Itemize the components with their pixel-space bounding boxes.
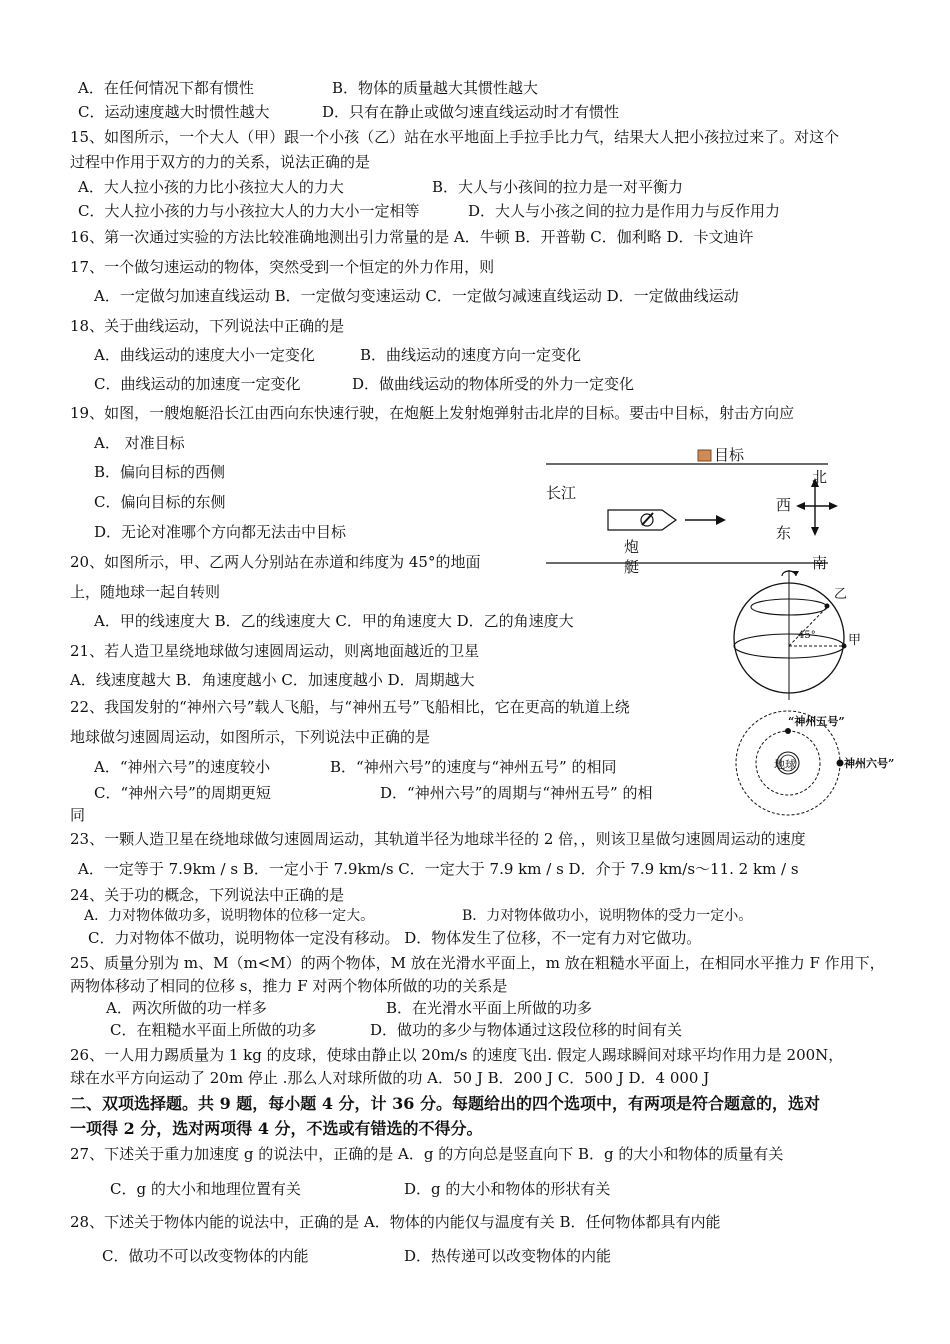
q22-stem-line2: 地球做匀速圆周运动，如图所示，下列说法中正确的是 — [70, 728, 431, 746]
q25-option-b: B．在光滑水平面上所做的功多 — [386, 999, 593, 1017]
q16-line: 16、第一次通过实验的方法比较准确地测出引力常量的是 A．牛顿 B．开普勒 C．伽利略 D．卡文迪许 — [70, 228, 754, 246]
q19-option-d: D．无论对准哪个方向都无法击中目标 — [94, 523, 347, 541]
q17-stem: 17、一个做匀速运动的物体，突然受到一个恒定的外力作用，则 — [70, 258, 495, 276]
q25-option-a: A．两次所做的功一样多 — [106, 999, 267, 1017]
label-jia: 甲 — [848, 633, 862, 648]
label-yi: 乙 — [834, 587, 848, 602]
label-angle: 45° — [798, 630, 816, 641]
q22-option-d: D．“神州六号”的周期与“神州五号” 的相 — [380, 784, 653, 802]
compass-south: 南 — [812, 554, 828, 572]
shenzhou5-dot — [785, 728, 791, 734]
q15-stem-line2: 过程中作用于双方的力的关系，说法正确的是 — [70, 153, 371, 171]
q19-option-c: C．偏向目标的东侧 — [94, 493, 226, 511]
q15-option-a: A．大人拉小孩的力比小孩拉大人的力大 — [78, 178, 344, 196]
q22-orbit-figure — [728, 708, 903, 820]
q18-option-c: C．曲线运动的加速度一定变化 — [94, 375, 301, 393]
q25-stem-line1: 25、质量分别为 m、M（m<M）的两个物体，M 放在光滑水平面上，m 放在粗糙水平面上，在相同水平推力 F 作用下， — [70, 954, 885, 972]
q20-options: A．甲的线速度大 B．乙的线速度大 C．甲的角速度大 D．乙的角速度大 — [94, 612, 574, 630]
river-label: 长江 — [546, 484, 577, 502]
q22-stem-line1: 22、我国发射的“神州六号”载人飞船，与“神州五号”飞船相比，它在更高的轨道上绕 — [70, 698, 630, 716]
person-jia — [842, 644, 847, 649]
earth-label: 地球 — [774, 758, 796, 771]
q27-option-c: C．g 的大小和地理位置有关 — [110, 1180, 301, 1198]
q25-stem-line2: 两物体移动了相同的位移 s，推力 F 对两个物体所做的功的关系是 — [70, 977, 508, 995]
compass-north: 北 — [812, 468, 828, 486]
q17-options: A．一定做匀加速直线运动 B．一定做匀变速运动 C．一定做匀减速直线运动 D．一定做曲线运动 — [94, 287, 739, 305]
shenzhou6-label: 神州六号” — [844, 757, 895, 770]
target-marker — [698, 450, 711, 461]
q22-option-b: B．“神州六号”的速度与“神州五号” 的相同 — [330, 758, 617, 776]
compass-south-head — [811, 527, 819, 536]
q14-option-b: B．物体的质量越大其惯性越大 — [332, 79, 539, 97]
q19-river-figure — [540, 440, 840, 580]
shenzhou5-label: “神州五号” — [788, 715, 845, 728]
q25-option-d: D．做功的多少与物体通过这段位移的时间有关 — [370, 1021, 683, 1039]
q19-option-b: B．偏向目标的西侧 — [94, 463, 226, 481]
section2-heading-line2: 一项得 2 分，选对两项得 4 分，不选或有错选的不得分。 — [70, 1119, 483, 1138]
q24-option-b: B．力对物体做功小，说明物体的受力一定小。 — [462, 908, 753, 924]
q24-option-a: A．力对物体做功多，说明物体的位移一定大。 — [84, 908, 375, 924]
q28-stem: 28、下述关于物体内能的说法中，正确的是 A．物体的内能仅与温度有关 B．任何物体都具有内能 — [70, 1213, 721, 1231]
compass-east-head — [829, 502, 838, 510]
q15-option-c: C．大人拉小孩的力与小孩拉大人的力大小一定相等 — [78, 202, 420, 220]
q14-option-a: A．在任何情况下都有惯性 — [78, 79, 254, 97]
q22-option-c: C．“神州六号”的周期更短 — [94, 784, 271, 802]
q19-stem: 19、如图，一艘炮艇沿长江由西向东快速行驶，在炮艇上发射炮弹射击北岸的目标。要击中目标，射击方向应 — [70, 404, 795, 422]
q27-option-d: D．g 的大小和物体的形状有关 — [404, 1180, 611, 1198]
q28-option-c: C．做功不可以改变物体的内能 — [102, 1247, 309, 1265]
q28-option-d: D．热传递可以改变物体的内能 — [404, 1247, 612, 1265]
q14-option-d: D．只有在静止或做匀速直线运动时才有惯性 — [322, 103, 620, 121]
q19-option-a: A． 对准目标 — [94, 434, 185, 452]
target-label: 目标 — [714, 446, 745, 464]
person-yi — [825, 604, 830, 609]
boat-label-1: 炮 — [624, 538, 640, 556]
rotation-arrow-head — [792, 571, 799, 576]
q21-options: A．线速度越大 B．角速度越小 C．加速度越小 D．周期越大 — [70, 671, 475, 689]
q20-earth-figure — [730, 562, 870, 702]
q26-stem-line1: 26、一人用力踢质量为 1 kg 的皮球，使球由静止以 20m/s 的速度飞出. 假定人踢球瞬间对球平均作用力是 200N， — [70, 1046, 844, 1064]
shenzhou6-dot — [837, 760, 844, 767]
q23-options: A．一定等于 7.9km / s B．一定小于 7.9km/s C．一定大于 7.9 km / s D．介于 7.9 km/s～11. 2 km / s — [78, 860, 799, 878]
q15-option-d: D．大人与小孩之间的拉力是作用力与反作用力 — [468, 202, 781, 220]
heading-arrow-head — [716, 515, 726, 525]
q22-option-d-cont: 同 — [70, 806, 86, 824]
q18-option-b: B．曲线运动的速度方向一定变化 — [360, 346, 582, 364]
section2-heading-line1: 二、双项选择题。共 9 题，每小题 4 分，计 36 分。每题给出的四个选项中，有两项是符合题意的，选对 — [70, 1094, 820, 1113]
q24-option-cd: C．力对物体不做功，说明物体一定没有移动。 D．物体发生了位移，不一定有力对它做功。 — [88, 929, 702, 947]
q22-option-a: A．“神州六号”的速度较小 — [94, 758, 271, 776]
boat-label-2: 艇 — [624, 558, 640, 576]
q27-stem: 27、下述关于重力加速度 g 的说法中，正确的是 A．g 的方向总是竖直向下 B．g 的大小和物体的质量有关 — [70, 1145, 784, 1163]
q18-option-d: D．做曲线运动的物体所受的外力一定变化 — [352, 375, 635, 393]
q15-stem-line1: 15、如图所示，一个大人（甲）跟一个小孩（乙）站在水平地面上手拉手比力气，结果大人把小孩拉过来了。对这个 — [70, 128, 840, 146]
q20-stem-line2: 上，随地球一起自转则 — [70, 583, 221, 601]
q23-stem: 23、一颗人造卫星在绕地球做匀速圆周运动，其轨道半径为地球半径的 2 倍，，则该卫星做匀速圆周运动的速度 — [70, 830, 806, 848]
compass-west-head — [796, 502, 805, 510]
q26-stem-line2: 球在水平方向运动了 20m 停止 .那么人对球所做的功 A．50 J B．200 J C．500 J D．4 000 J — [70, 1069, 710, 1087]
q18-stem: 18、关于曲线运动，下列说法中正确的是 — [70, 317, 345, 335]
q24-stem: 24、关于功的概念，下列说法中正确的是 — [70, 886, 345, 904]
q14-option-c: C．运动速度越大时惯性越大 — [78, 103, 270, 121]
compass-east: 东 — [776, 524, 792, 542]
q21-stem: 21、若人造卫星绕地球做匀速圆周运动，则离地面越近的卫星 — [70, 642, 480, 660]
q18-option-a: A．曲线运动的速度大小一定变化 — [94, 346, 315, 364]
q20-stem-line1: 20、如图所示，甲、乙两人分别站在赤道和纬度为 45°的地面 — [70, 553, 481, 571]
q15-option-b: B．大人与小孩间的拉力是一对平衡力 — [432, 178, 684, 196]
q25-option-c: C．在粗糙水平面上所做的功多 — [110, 1021, 317, 1039]
compass-west: 西 — [776, 496, 792, 514]
